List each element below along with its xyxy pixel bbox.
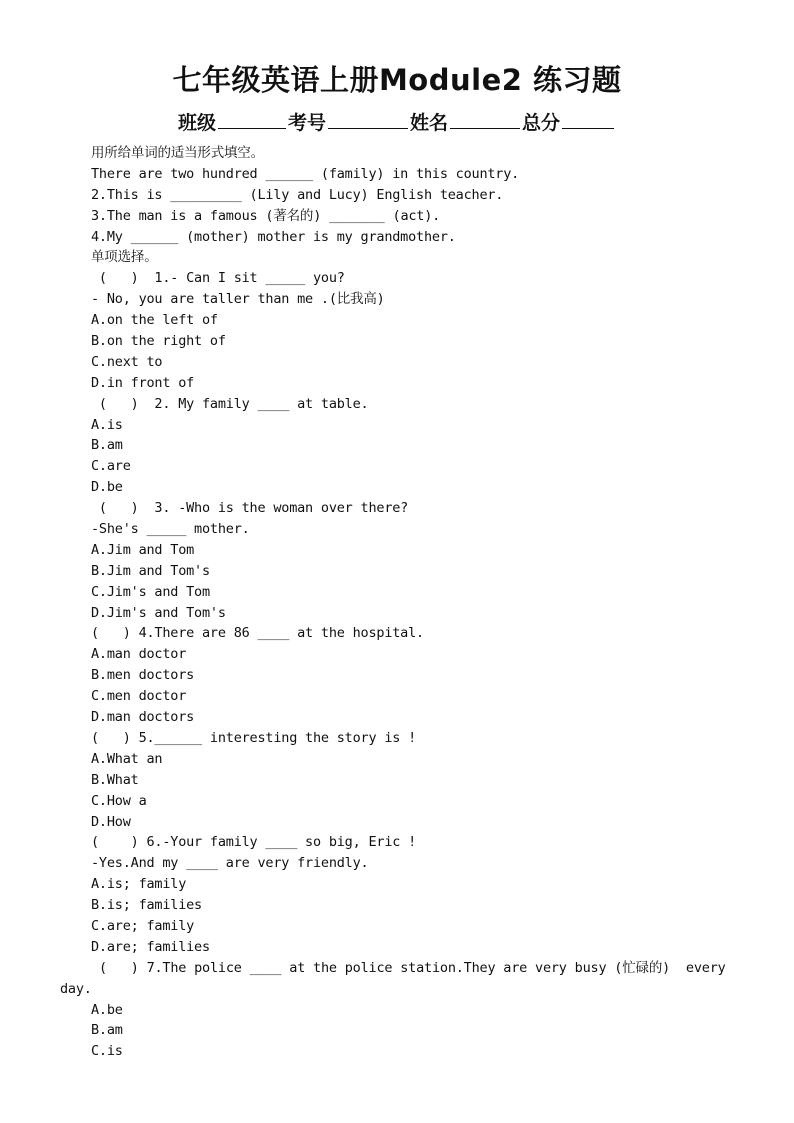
question-stem-line2: -Yes.And my ____ are very friendly. [91, 855, 369, 872]
answer-option: D.man doctors [91, 709, 195, 726]
question-stem: ( ) 7.The police ____ at the police station.They are very busy (忙碌的) every [99, 959, 726, 976]
fill-in-item: 4.My ______ (mother) mother is my grandmother. [91, 228, 456, 245]
score-label: 总分 [522, 112, 561, 134]
score-blank[interactable] [562, 110, 614, 129]
fill-in-item: There are two hundred ______ (family) in this country. [91, 165, 520, 182]
student-info-line [0, 110, 794, 136]
section-heading-fill-in: 用所给单词的适当形式填空。 [91, 145, 264, 161]
answer-option: D.Jim's and Tom's [91, 604, 226, 621]
question-stem: ( ) 6.-Your family ____ so big, Eric ! [91, 834, 417, 851]
exam-no-blank[interactable] [328, 110, 408, 129]
name-blank[interactable] [450, 110, 520, 129]
question-stem: ( ) 1.- Can I sit _____ you? [91, 270, 345, 287]
answer-option: D.in front of [91, 374, 195, 391]
page-title: 七年级英语上册Module2 练习题 [172, 63, 622, 97]
question-stem: ( ) 3. -Who is the woman over there? [91, 500, 409, 517]
answer-option: A.is [91, 416, 123, 433]
exam-no-label: 考号 [287, 112, 326, 134]
answer-option: D.be [91, 479, 123, 496]
answer-option: C.is [91, 1043, 123, 1060]
answer-option: C.next to [91, 353, 163, 370]
answer-option: C.men doctor [91, 688, 187, 705]
class-label: 班级 [177, 112, 216, 134]
question-stem: ( ) 4.There are 86 ____ at the hospital. [91, 625, 424, 642]
answer-option: D.How [91, 813, 131, 830]
answer-option: A.What an [91, 750, 163, 767]
answer-option: A.be [91, 1001, 123, 1018]
answer-option: B.am [91, 437, 123, 454]
question-stem-continuation: day. [60, 980, 92, 997]
answer-option: C.How a [91, 792, 147, 809]
answer-option: D.are; families [91, 938, 210, 955]
fill-in-item: 2.This is _________ (Lily and Lucy) English teacher. [91, 186, 504, 203]
worksheet-body [60, 143, 751, 1062]
answer-option: C.are; family [91, 917, 195, 934]
answer-option: B.What [91, 771, 139, 788]
fill-in-item: 3.The man is a famous (著名的) _______ (act). [91, 207, 441, 224]
question-stem: ( ) 2. My family ____ at table. [91, 395, 369, 412]
class-blank[interactable] [218, 110, 286, 129]
answer-option: C.Jim's and Tom [91, 583, 210, 600]
name-label: 姓名 [410, 112, 449, 134]
answer-option: A.on the left of [91, 312, 218, 329]
answer-option: B.men doctors [91, 667, 195, 684]
answer-option: A.man doctor [91, 646, 187, 663]
question-stem: ( ) 5.______ interesting the story is ! [91, 729, 417, 746]
question-stem-line2: - No, you are taller than me .(比我高) [91, 291, 385, 308]
question-stem-line2: -She's _____ mother. [91, 521, 250, 538]
answer-option: B.on the right of [91, 333, 226, 350]
answer-option: C.are [91, 458, 131, 475]
section-heading-multiple-choice: 单项选择。 [91, 249, 158, 266]
answer-option: A.is; family [91, 876, 187, 893]
answer-option: B.am [91, 1022, 123, 1039]
answer-option: A.Jim and Tom [91, 541, 195, 558]
answer-option: B.is; families [91, 897, 202, 914]
answer-option: B.Jim and Tom's [91, 562, 210, 579]
